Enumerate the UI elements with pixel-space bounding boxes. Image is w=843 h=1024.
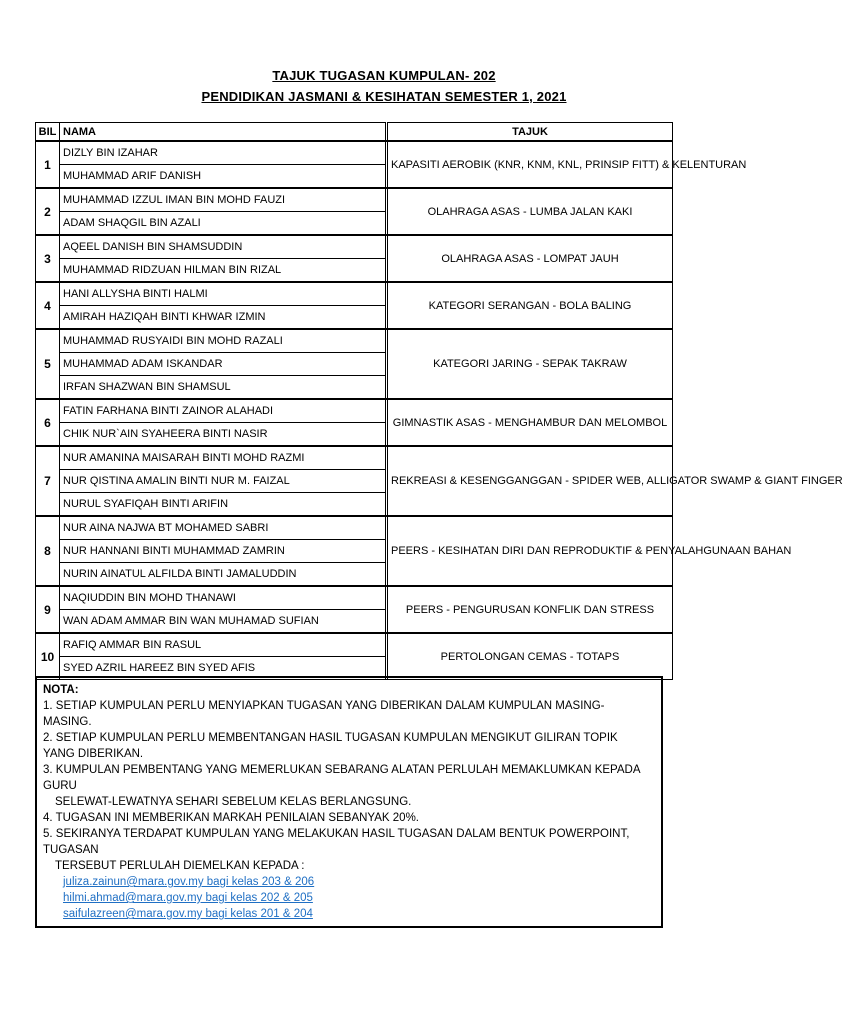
nota-line: TERSEBUT PERLULAH DIEMELKAN KEPADA : (55, 860, 305, 872)
group-topic: OLAHRAGA ASAS - LUMBA JALAN KAKI (388, 188, 673, 235)
group-number: 7 (36, 446, 60, 516)
email-link[interactable]: saifulazreen@mara.gov.my bagi kelas 201 & 204 (63, 908, 313, 920)
group-topic: PEERS - PENGURUSAN KONFLIK DAN STRESS (388, 586, 673, 633)
header-tajuk: TAJUK (388, 123, 673, 142)
member-name: NURIN AINATUL ALFILDA BINTI JAMALUDDIN (60, 563, 386, 587)
member-name: SYED AZRIL HAREEZ BIN SYED AFIS (60, 657, 386, 680)
nota-line: 4. TUGASAN INI MEMBERIKAN MARKAH PENILAIAN SEBANYAK 20%. (43, 812, 419, 824)
nota-heading: NOTA: (43, 684, 79, 696)
group-assignment-table (35, 122, 843, 680)
member-name: AMIRAH HAZIQAH BINTI KHWAR IZMIN (60, 306, 386, 330)
email-link[interactable]: hilmi.ahmad@mara.gov.my bagi kelas 202 & 205 (63, 892, 313, 904)
nota-line: 1. SETIAP KUMPULAN PERLU MENYIAPKAN TUGASAN YANG DIBERIKAN DALAM KUMPULAN MASING- (43, 700, 605, 712)
group-number: 5 (36, 329, 60, 399)
group-topic: REKREASI & KESENGGANGGAN - SPIDER WEB, ALLIGATOR SWAMP & GIANT FINGER (388, 446, 673, 516)
member-name: FATIN FARHANA BINTI ZAINOR ALAHADI (60, 399, 386, 423)
group-topic: KATEGORI JARING - SEPAK TAKRAW (388, 329, 673, 399)
member-name: NUR AINA NAJWA BT MOHAMED SABRI (60, 516, 386, 540)
member-name: IRFAN SHAZWAN BIN SHAMSUL (60, 376, 386, 400)
email-link[interactable]: juliza.zainun@mara.gov.my bagi kelas 203 & 206 (63, 876, 315, 888)
document-title: TAJUK TUGASAN KUMPULAN- 202 (272, 68, 496, 83)
header-bil: BIL (36, 123, 60, 142)
nota-line: 2. SETIAP KUMPULAN PERLU MEMBENTANGAN HASIL TUGASAN KUMPULAN MENGIKUT GILIRAN TOPIK (43, 732, 618, 744)
member-name: MUHAMMAD RUSYAIDI BIN MOHD RAZALI (60, 329, 386, 353)
group-topic: PEERS - KESIHATAN DIRI DAN REPRODUKTIF & PENYALAHGUNAAN BAHAN (388, 516, 673, 586)
group-topic: KATEGORI SERANGAN - BOLA BALING (388, 282, 673, 329)
member-name: ADAM SHAQGIL BIN AZALI (60, 212, 386, 236)
member-name: AQEEL DANISH BIN SHAMSUDDIN (60, 235, 386, 259)
member-name: MUHAMMAD ADAM ISKANDAR (60, 353, 386, 376)
table-row (36, 446, 673, 470)
member-name: WAN ADAM AMMAR BIN WAN MUHAMAD SUFIAN (60, 610, 386, 634)
nota-line: TUGASAN (43, 844, 99, 856)
table-row (36, 516, 673, 540)
header-nama: NAMA (60, 123, 386, 142)
table-row (36, 633, 673, 657)
table-row (36, 399, 673, 423)
table-row (36, 141, 673, 165)
group-topic: PERTOLONGAN CEMAS - TOTAPS (388, 633, 673, 680)
group-number: 6 (36, 399, 60, 446)
group-number: 9 (36, 586, 60, 633)
group-number: 10 (36, 633, 60, 680)
nota-box (35, 676, 663, 928)
nota-line: SELEWAT-LEWATNYA SEHARI SEBELUM KELAS BERLANGSUNG. (55, 796, 412, 808)
nota-line: GURU (43, 780, 77, 792)
group-number: 1 (36, 141, 60, 188)
table-row (36, 329, 673, 353)
table-row (36, 282, 673, 306)
nota-line: MASING. (43, 716, 92, 728)
member-name: MUHAMMAD IZZUL IMAN BIN MOHD FAUZI (60, 188, 386, 212)
group-topic: GIMNASTIK ASAS - MENGHAMBUR DAN MELOMBOL (388, 399, 673, 446)
group-topic: KAPASITI AEROBIK (KNR, KNM, KNL, PRINSIP FITT) & KELENTURAN (388, 141, 673, 188)
member-name: NUR QISTINA AMALIN BINTI NUR M. FAIZAL (60, 470, 386, 493)
nota-line: 3. KUMPULAN PEMBENTANG YANG MEMERLUKAN SEBARANG ALATAN PERLULAH MEMAKLUMKAN KEPADA (43, 764, 641, 776)
member-name: NAQIUDDIN BIN MOHD THANAWI (60, 586, 386, 610)
member-name: DIZLY BIN IZAHAR (60, 141, 386, 165)
nota-line: 5. SEKIRANYA TERDAPAT KUMPULAN YANG MELAKUKAN HASIL TUGASAN DALAM BENTUK POWERPOINT, (43, 828, 630, 840)
member-name: NURUL SYAFIQAH BINTI ARIFIN (60, 493, 386, 517)
group-number: 8 (36, 516, 60, 586)
group-number: 2 (36, 188, 60, 235)
member-name: MUHAMMAD RIDZUAN HILMAN BIN RIZAL (60, 259, 386, 283)
member-name: RAFIQ AMMAR BIN RASUL (60, 633, 386, 657)
group-number: 3 (36, 235, 60, 282)
nota-line: YANG DIBERIKAN. (43, 748, 144, 760)
table-row (36, 586, 673, 610)
member-name: CHIK NUR`AIN SYAHEERA BINTI NASIR (60, 423, 386, 447)
group-topic: OLAHRAGA ASAS - LOMPAT JAUH (388, 235, 673, 282)
member-name: MUHAMMAD ARIF DANISH (60, 165, 386, 189)
table-row (36, 188, 673, 212)
document-subtitle: PENDIDIKAN JASMANI & KESIHATAN SEMESTER 1, 2021 (201, 89, 567, 104)
table-row (36, 235, 673, 259)
member-name: HANI ALLYSHA BINTI HALMI (60, 282, 386, 306)
member-name: NUR HANNANI BINTI MUHAMMAD ZAMRIN (60, 540, 386, 563)
member-name: NUR AMANINA MAISARAH BINTI MOHD RAZMI (60, 446, 386, 470)
group-number: 4 (36, 282, 60, 329)
table-header-row (36, 123, 673, 142)
